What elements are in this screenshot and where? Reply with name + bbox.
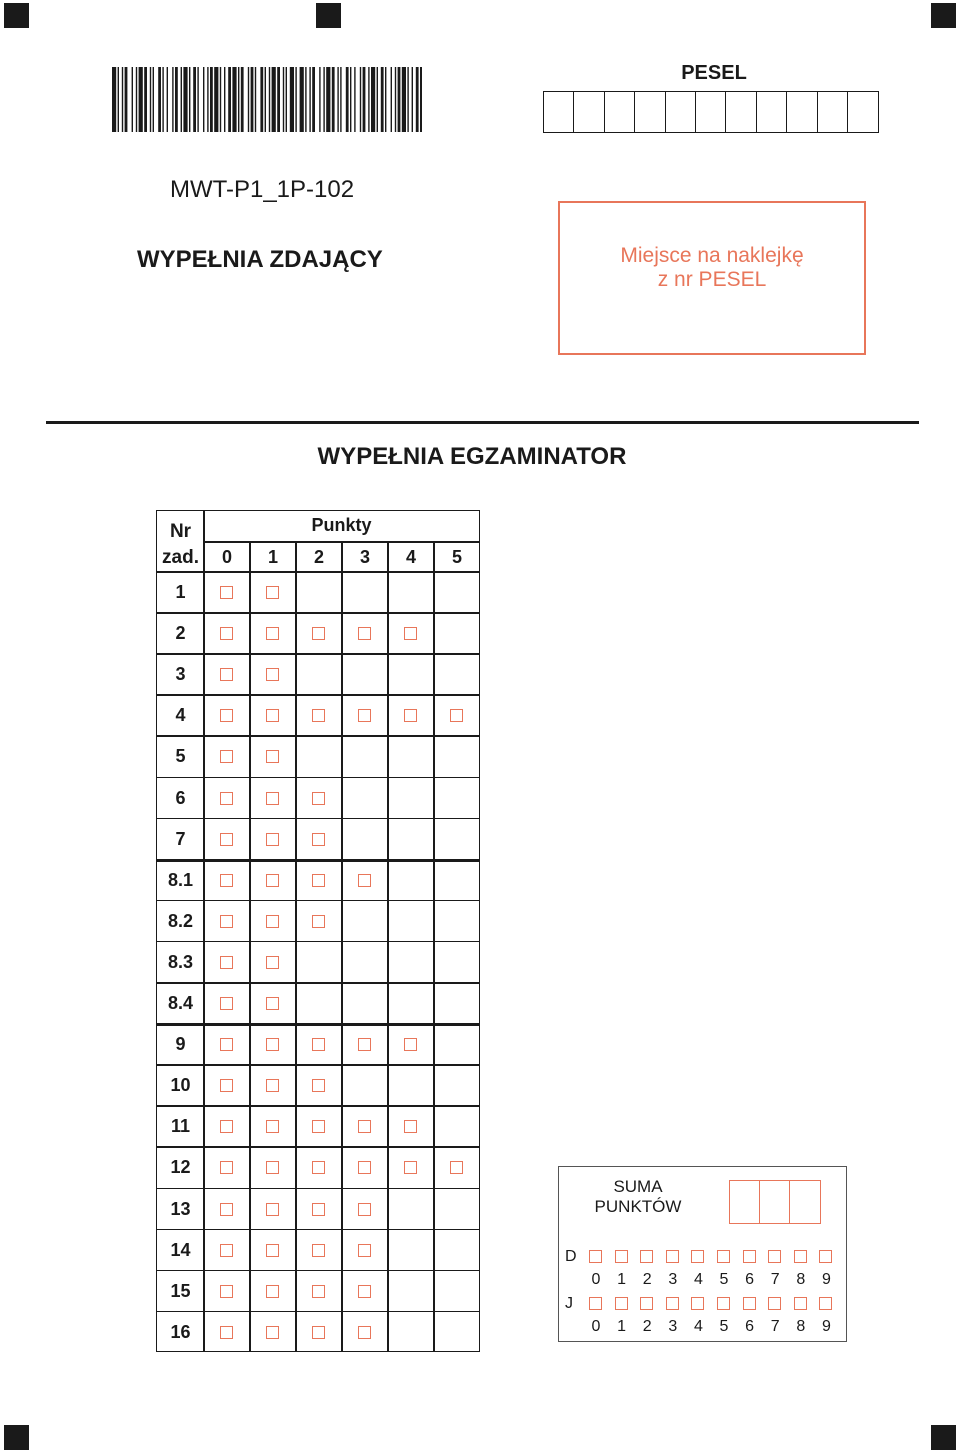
barcode-bar	[346, 67, 349, 132]
sum-digit-label: 2	[642, 1271, 652, 1288]
barcode-bar	[220, 67, 221, 132]
sum-digit-label: 7	[770, 1318, 780, 1335]
score-checkbox[interactable]	[220, 1244, 233, 1257]
score-checkbox[interactable]	[220, 1038, 233, 1051]
task-number: 15	[170, 1280, 191, 1301]
sum-digit-checkbox[interactable]	[794, 1250, 807, 1263]
task-number: 10	[170, 1075, 191, 1096]
barcode-bar	[251, 67, 254, 132]
sticker-text-line2: z nr PESEL	[657, 268, 767, 291]
score-checkbox[interactable]	[266, 1203, 279, 1216]
table-row-divider	[157, 900, 479, 902]
barcode-bar	[360, 67, 361, 132]
barcode-bar	[283, 67, 284, 132]
score-checkbox[interactable]	[358, 874, 371, 887]
sum-digit-label: 1	[617, 1271, 627, 1288]
sum-digit-checkbox[interactable]	[768, 1250, 781, 1263]
barcode-bar	[340, 67, 341, 132]
table-row-divider	[157, 612, 479, 614]
score-checkbox[interactable]	[358, 1203, 371, 1216]
table-row-divider	[157, 694, 479, 696]
barcode-bar	[377, 67, 378, 132]
table-row-divider	[157, 571, 479, 573]
score-checkbox[interactable]	[404, 627, 417, 640]
score-checkbox[interactable]	[312, 1326, 325, 1339]
barcode-bar	[241, 67, 244, 132]
score-checkbox[interactable]	[266, 627, 279, 640]
score-checkbox[interactable]	[312, 1120, 325, 1133]
barcode-bar	[420, 67, 422, 132]
table-row-divider	[157, 1270, 479, 1272]
score-checkbox[interactable]	[266, 833, 279, 846]
sum-digit-checkbox[interactable]	[666, 1250, 679, 1263]
barcode-bar	[323, 67, 324, 132]
table-row-divider	[157, 1064, 479, 1066]
registration-marker-bottom-right	[931, 1425, 956, 1450]
barcode-bar	[153, 67, 154, 132]
barcode-bar	[125, 67, 128, 132]
score-checkbox[interactable]	[266, 997, 279, 1010]
barcode-bar	[181, 67, 182, 132]
barcode-bar	[189, 67, 190, 132]
sum-digit-checkbox[interactable]	[615, 1297, 628, 1310]
score-checkbox[interactable]	[266, 1120, 279, 1133]
sum-label-line2: PUNKTÓW	[594, 1197, 682, 1216]
score-checkbox[interactable]	[312, 833, 325, 846]
score-checkbox[interactable]	[404, 1120, 417, 1133]
sum-units-letter: J	[565, 1295, 573, 1312]
sum-digit-label: 0	[591, 1271, 601, 1288]
barcode-bar	[350, 67, 351, 132]
sum-digit-checkbox[interactable]	[794, 1297, 807, 1310]
barcode-bar	[265, 67, 266, 132]
barcode-bar	[260, 67, 263, 132]
task-number-header	[157, 519, 204, 571]
task-number: 7	[175, 828, 186, 849]
pesel-digit-box[interactable]	[635, 92, 665, 132]
sum-digit-checkbox[interactable]	[768, 1297, 781, 1310]
task-number: 6	[175, 787, 186, 808]
barcode-bar	[385, 67, 386, 132]
score-checkbox[interactable]	[450, 709, 463, 722]
pesel-digit-box[interactable]	[696, 92, 726, 132]
points-column-header: 3	[359, 547, 370, 567]
sum-digit-label: 6	[745, 1318, 755, 1335]
exam-code: MWT-P1_1P-102	[170, 176, 355, 203]
barcode-bar	[368, 67, 369, 132]
score-checkbox[interactable]	[220, 833, 233, 846]
sum-digit-label: 9	[821, 1271, 831, 1288]
sum-digit-box[interactable]	[730, 1181, 760, 1223]
barcode-bar	[197, 67, 198, 132]
score-checkbox[interactable]	[358, 1285, 371, 1298]
score-checkbox[interactable]	[312, 1161, 325, 1174]
sum-digit-checkbox[interactable]	[819, 1250, 832, 1263]
barcode-bar	[228, 67, 231, 132]
barcode-bar	[416, 67, 419, 132]
score-checkbox[interactable]	[312, 1244, 325, 1257]
sum-digit-checkbox[interactable]	[589, 1250, 602, 1263]
barcode-bar	[412, 67, 413, 132]
section-divider	[46, 421, 919, 424]
score-checkbox[interactable]	[266, 874, 279, 887]
task-number: 8.4	[167, 993, 194, 1013]
sum-digit-checkbox[interactable]	[717, 1297, 730, 1310]
score-checkbox[interactable]	[220, 1120, 233, 1133]
barcode-bar	[402, 67, 406, 132]
points-column-header: 1	[267, 547, 278, 567]
registration-marker-top-right	[931, 3, 956, 28]
barcode-bar	[305, 67, 306, 132]
barcode-bar	[167, 67, 168, 132]
sum-digit-checkbox[interactable]	[743, 1250, 756, 1263]
barcode-bar	[248, 67, 249, 132]
barcode-bar	[183, 67, 187, 132]
sum-digit-label: 4	[693, 1271, 703, 1288]
sum-digit-label: 8	[796, 1271, 806, 1288]
registration-marker-top-left	[4, 3, 29, 28]
table-row-divider	[157, 818, 479, 820]
barcode-bar	[395, 67, 396, 132]
score-checkbox[interactable]	[220, 1079, 233, 1092]
task-number: 8.1	[167, 869, 194, 890]
table-row-divider	[157, 777, 479, 779]
sum-digit-checkbox[interactable]	[691, 1250, 704, 1263]
task-number: 4	[175, 705, 186, 726]
score-checkbox[interactable]	[266, 1161, 279, 1174]
barcode-bar	[319, 67, 320, 132]
barcode-bar	[144, 67, 147, 132]
pesel-digit-box[interactable]	[605, 92, 635, 132]
task-number: 14	[170, 1239, 191, 1260]
table-row-divider	[157, 735, 479, 737]
score-checkbox[interactable]	[220, 915, 233, 928]
sum-digit-checkbox[interactable]	[743, 1297, 756, 1310]
score-checkbox[interactable]	[266, 668, 279, 681]
score-checkbox[interactable]	[220, 1326, 233, 1339]
barcode-bar	[162, 67, 163, 132]
sum-digit-label: 8	[796, 1318, 806, 1335]
table-row-divider	[157, 941, 479, 943]
sum-digit-checkbox[interactable]	[640, 1297, 653, 1310]
points-column-header: 0	[221, 547, 232, 567]
barcode-bar	[354, 67, 355, 132]
table-row-divider	[157, 982, 479, 984]
sum-digit-label: 0	[591, 1318, 601, 1335]
barcode-bar	[286, 67, 287, 132]
score-checkbox[interactable]	[312, 709, 325, 722]
task-number: 9	[175, 1034, 186, 1055]
task-number: 11	[170, 1116, 191, 1137]
barcode-bar	[207, 67, 208, 132]
points-column-header: 2	[313, 547, 324, 567]
score-checkbox[interactable]	[358, 1038, 371, 1051]
score-checkbox[interactable]	[312, 874, 325, 887]
sum-label-line1: SUMA	[613, 1177, 663, 1196]
score-checkbox[interactable]	[266, 709, 279, 722]
barcode-bar	[300, 67, 304, 132]
score-checkbox[interactable]	[358, 1161, 371, 1174]
table-row-divider	[157, 1105, 479, 1107]
pesel-digit-box[interactable]	[544, 92, 574, 132]
table-row-divider	[157, 1311, 479, 1313]
barcode-bar	[391, 67, 392, 132]
score-checkbox[interactable]	[312, 1203, 325, 1216]
sum-digit-label: 3	[668, 1271, 678, 1288]
task-number: 16	[170, 1321, 191, 1342]
barcode-image	[112, 67, 422, 132]
barcode-bar	[238, 67, 239, 132]
score-checkbox[interactable]	[266, 1038, 279, 1051]
points-column-header: 5	[451, 547, 462, 567]
table-row-divider	[157, 859, 479, 862]
pesel-digit-box[interactable]	[574, 92, 604, 132]
barcode-bar	[193, 67, 196, 132]
sum-digit-checkbox[interactable]	[589, 1297, 602, 1310]
score-checkbox[interactable]	[312, 627, 325, 640]
registration-marker-top-center	[316, 3, 341, 28]
score-checkbox[interactable]	[220, 1161, 233, 1174]
sum-digit-label: 6	[745, 1271, 755, 1288]
score-checkbox[interactable]	[220, 586, 233, 599]
barcode-bar	[203, 67, 204, 132]
score-checkbox[interactable]	[220, 668, 233, 681]
pesel-digit-box[interactable]	[757, 92, 787, 132]
barcode-bar	[337, 67, 338, 132]
barcode-bar	[398, 67, 401, 132]
score-checkbox[interactable]	[220, 997, 233, 1010]
sum-digit-label: 7	[770, 1271, 780, 1288]
barcode-bar	[290, 67, 294, 132]
sum-digit-box[interactable]	[760, 1181, 790, 1223]
barcode-bar	[255, 67, 256, 132]
barcode-bar	[407, 67, 408, 132]
score-checkbox[interactable]	[220, 627, 233, 640]
score-checkbox[interactable]	[358, 1244, 371, 1257]
sum-label	[579, 1177, 697, 1217]
table-row-divider	[157, 1229, 479, 1231]
score-checkbox[interactable]	[312, 915, 325, 928]
score-checkbox[interactable]	[266, 750, 279, 763]
barcode-bar	[172, 67, 173, 132]
barcode-bar	[122, 67, 123, 132]
barcode-bar	[272, 67, 276, 132]
task-number: 13	[170, 1198, 191, 1219]
score-checkbox[interactable]	[312, 1038, 325, 1051]
zad-label: zad.	[162, 547, 199, 568]
score-checkbox[interactable]	[266, 1244, 279, 1257]
barcode-bar	[132, 67, 133, 132]
sum-input-boxes[interactable]	[729, 1180, 821, 1224]
table-row-divider	[157, 653, 479, 655]
pesel-label: PESEL	[681, 62, 747, 84]
score-checkbox[interactable]	[358, 1326, 371, 1339]
task-number: 2	[175, 623, 186, 644]
score-checkbox[interactable]	[220, 874, 233, 887]
sum-digit-checkbox[interactable]	[717, 1250, 730, 1263]
barcode-bar	[214, 67, 218, 132]
pesel-digit-box[interactable]	[818, 92, 848, 132]
sum-digit-checkbox[interactable]	[666, 1297, 679, 1310]
score-checkbox[interactable]	[358, 627, 371, 640]
score-checkbox[interactable]	[312, 1285, 325, 1298]
student-section-heading: WYPEŁNIA ZDAJĄCY	[137, 246, 383, 273]
score-checkbox[interactable]	[266, 1326, 279, 1339]
barcode-bar	[363, 67, 366, 132]
sum-digit-checkbox[interactable]	[819, 1297, 832, 1310]
task-number: 3	[175, 664, 186, 685]
barcode-bar	[175, 67, 178, 132]
score-checkbox[interactable]	[312, 792, 325, 805]
barcode-bar	[232, 67, 236, 132]
score-checkbox[interactable]	[266, 792, 279, 805]
barcode-bar	[210, 67, 213, 132]
pesel-digit-box[interactable]	[726, 92, 756, 132]
points-header: Punkty	[311, 515, 372, 535]
score-checkbox[interactable]	[220, 792, 233, 805]
barcode-bar	[309, 67, 310, 132]
score-checkbox[interactable]	[358, 1120, 371, 1133]
sum-digit-label: 4	[693, 1318, 703, 1335]
sum-digit-checkbox[interactable]	[640, 1250, 653, 1263]
barcode-bar	[118, 67, 119, 132]
pesel-digit-box[interactable]	[666, 92, 696, 132]
table-row-divider	[157, 1023, 479, 1026]
score-checkbox[interactable]	[358, 709, 371, 722]
barcode-bar	[150, 67, 151, 132]
pesel-input-boxes[interactable]	[543, 91, 879, 133]
task-number: 1	[175, 582, 186, 602]
barcode-bar	[326, 67, 330, 132]
score-checkbox[interactable]	[404, 709, 417, 722]
score-checkbox[interactable]	[266, 956, 279, 969]
barcode-bar	[312, 67, 315, 132]
barcode-bar	[112, 67, 116, 132]
sum-digit-checkbox[interactable]	[691, 1297, 704, 1310]
pesel-sticker-area	[558, 201, 866, 355]
score-checkbox[interactable]	[220, 1285, 233, 1298]
score-checkbox[interactable]	[220, 709, 233, 722]
barcode-bar	[158, 67, 161, 132]
score-checkbox[interactable]	[220, 750, 233, 763]
sum-digit-label: 5	[719, 1271, 729, 1288]
sum-digit-label: 3	[668, 1318, 678, 1335]
table-row-divider	[157, 1188, 479, 1190]
sum-digit-label: 2	[642, 1318, 652, 1335]
barcode-bar	[332, 67, 335, 132]
score-checkbox[interactable]	[220, 956, 233, 969]
sum-digit-label: 1	[617, 1318, 627, 1335]
table-row-divider	[157, 1146, 479, 1148]
score-checkbox[interactable]	[266, 1285, 279, 1298]
task-number: 5	[175, 746, 186, 767]
sum-digit-checkbox[interactable]	[615, 1250, 628, 1263]
score-checkbox[interactable]	[266, 915, 279, 928]
barcode-bar	[277, 67, 280, 132]
score-checkbox[interactable]	[266, 586, 279, 599]
examiner-section-heading: WYPEŁNIA EGZAMINATOR	[317, 443, 627, 470]
barcode-bar	[381, 67, 384, 132]
pesel-digit-box[interactable]	[848, 92, 878, 132]
task-number: 8.3	[167, 951, 194, 972]
task-number: 12	[170, 1157, 191, 1178]
score-checkbox[interactable]	[220, 1203, 233, 1216]
nr-label: Nr	[169, 521, 192, 542]
task-number: 8.2	[167, 910, 194, 931]
sum-digit-label: 9	[821, 1318, 831, 1335]
pesel-digit-box[interactable]	[787, 92, 817, 132]
sticker-text-line1: Miejsce na naklejkę	[620, 244, 804, 267]
score-checkbox[interactable]	[404, 1161, 417, 1174]
score-table	[156, 510, 480, 1352]
score-checkbox[interactable]	[450, 1161, 463, 1174]
barcode-bar	[295, 67, 296, 132]
score-checkbox[interactable]	[404, 1038, 417, 1051]
barcode-bar	[269, 67, 270, 132]
barcode-bar	[136, 67, 137, 132]
score-checkbox[interactable]	[312, 1079, 325, 1092]
barcode-bar	[371, 67, 375, 132]
points-sum-panel	[558, 1166, 847, 1342]
sum-digit-label: 5	[719, 1318, 729, 1335]
sum-digit-box[interactable]	[790, 1181, 820, 1223]
barcode-bar	[139, 67, 143, 132]
sum-tens-letter: D	[565, 1248, 577, 1265]
points-column-header: 4	[405, 547, 416, 567]
registration-marker-bottom-left	[4, 1425, 29, 1450]
score-checkbox[interactable]	[266, 1079, 279, 1092]
barcode-bar	[224, 67, 225, 132]
